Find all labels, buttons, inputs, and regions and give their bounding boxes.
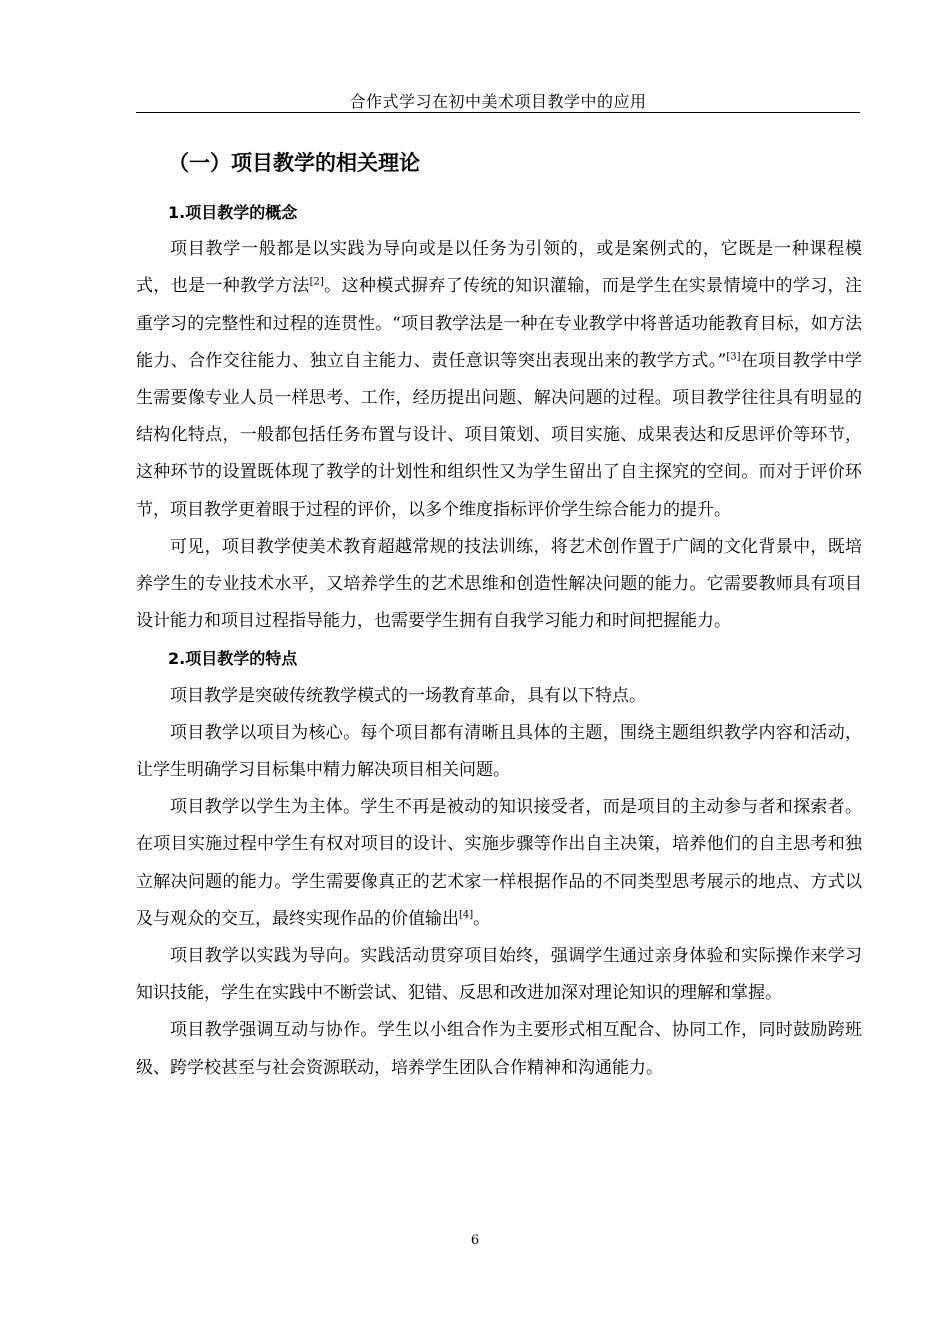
page-number: 6 bbox=[470, 1233, 480, 1248]
subsection-heading-concept: 1.项目教学的概念 bbox=[168, 203, 298, 222]
paragraph-concept-definition bbox=[136, 231, 862, 529]
text-run: 项目教学以学生为主体。学生不再是被动的知识接受者，而是项目的主动参与者和探索者。在项目实施过程中学生有权对项目的设计、实施步骤等作出自主决策，培养他们的自主思考和独立解决问题的能力。学生需要像真正的艺术家一样根据作品的不同类型思考展示的地点、方式以及与观众的交互，最终实现作品的价值输出 bbox=[136, 797, 862, 929]
header-rule bbox=[136, 112, 860, 113]
paragraph-feature-student-subject bbox=[136, 789, 862, 938]
citation-ref: [4] bbox=[459, 909, 474, 921]
paragraph-feature-project-core: 项目教学以项目为核心。每个项目都有清晰且具体的主题，围绕主题组织教学内容和活动，让学生明确学习目标集中精力解决项目相关问题。 bbox=[136, 722, 862, 781]
running-header: 合作式学习在初中美术项目教学中的应用 bbox=[349, 92, 647, 111]
body-text bbox=[136, 194, 862, 1087]
subsection-heading-features: 2.项目教学的特点 bbox=[168, 649, 298, 669]
text-run: 。 bbox=[473, 908, 491, 929]
citation-ref: [3] bbox=[726, 351, 741, 363]
paragraph-feature-practice: 项目教学以实践为导向。实践活动贯穿项目始终，强调学生通过亲身体验和实际操作来学习知识技能，学生在实践中不断尝试、犯错、反思和改进加深对理论知识的理解和掌握。 bbox=[136, 946, 862, 1004]
section-heading: （一）项目教学的相关理论 bbox=[168, 151, 420, 175]
citation-ref: [2] bbox=[309, 276, 324, 288]
text-run: 。这种模式摒弃了传统的知识灌输，而是学生在实景情境中的学习，注重学习的完整性和过程的连贯性。“项目教学法是一种在专业教学中将普适功能教育目标，如方法能力、合作交往能力、独立自主能力、责任意识等突出表现出来的教学方式。” bbox=[136, 276, 863, 371]
paragraph-concept-summary: 可见，项目教学使美术教育超越常规的技法训练，将艺术创作置于广阔的文化背景中，既培养学生的专业技术水平，又培养学生的艺术思维和创造性解决问题的能力。它需要教师具有项目设计能力和项目过程指导能力，也需要学生拥有自我学习能力和时间把握能力。 bbox=[136, 536, 862, 632]
text-run: 项目教学一般都是以实践为导向或是以任务为引领的，或是案例式的，它既是一种课程模式，也是一种教学方法 bbox=[136, 239, 862, 297]
text-run: 在项目教学中学生需要像专业人员一样思考、工作，经历提出问题、解决问题的过程。项目教学往往具有明显的结构化特点，一般都包括任务布置与设计、项目策划、项目实施、成果表达和反思评价等环节，这种环节的设置既体现了教学的计划性和组织性又为学生留出了自主探究的空间。而对于评价环节，项目教学更着眼于过程的评价，以多个维度指标评价学生综合能力的提升。 bbox=[136, 350, 862, 520]
paragraph-feature-collaboration: 项目教学强调互动与协作。学生以小组合作为主要形式相互配合、协同工作，同时鼓励跨班级、跨学校甚至与社会资源联动，培养学生团队合作精神和沟通能力。 bbox=[136, 1020, 862, 1078]
paragraph-features-intro: 项目教学是突破传统教学模式的一场教育革命，具有以下特点。 bbox=[170, 685, 646, 706]
